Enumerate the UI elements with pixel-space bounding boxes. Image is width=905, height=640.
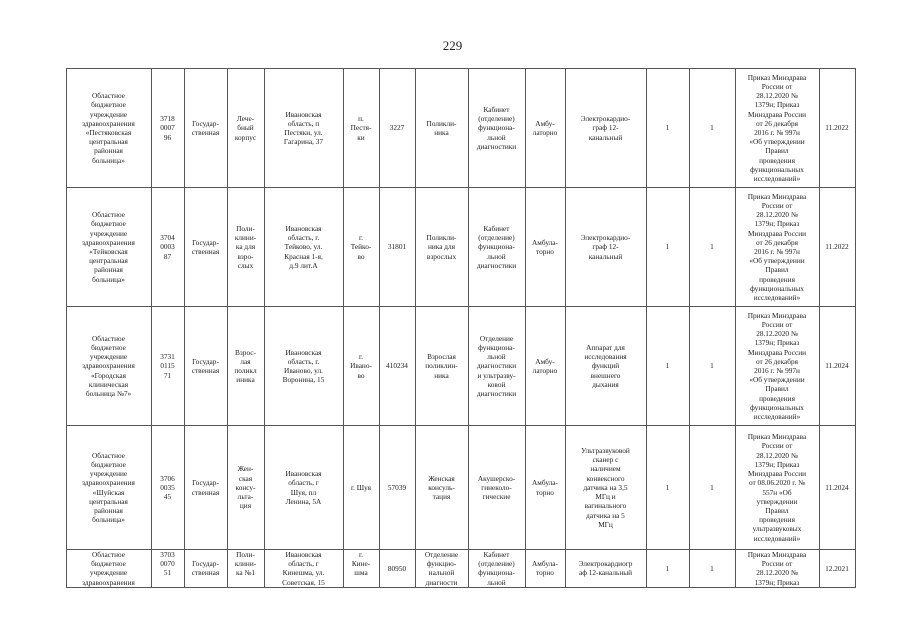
building-cell: Лече- бный корпус	[227, 69, 264, 188]
table-row	[66, 307, 855, 426]
table-row	[66, 69, 855, 188]
address-cell: Ивановская область, п Пестяки, ул. Гагарина, 37	[264, 69, 343, 188]
quantity-cell: 1	[646, 69, 689, 188]
post-cell: 410234	[379, 307, 415, 426]
ownership-cell: Государ- ственная	[184, 550, 227, 588]
code-cell: 3703 0070 51	[151, 550, 184, 588]
table-row	[66, 550, 855, 588]
basis-cell: Приказ Минздрава России от 28.12.2020 № 1379н; Приказ Минздрава России от 26 декабря 2016 г. № 997н «Об утверждении Правил проведения функциональных исследований»	[735, 69, 819, 188]
table-row	[66, 426, 855, 550]
organization-cell: Областное бюджетное учреждение здравоохранения	[66, 550, 151, 588]
quantity-cell: 1	[689, 550, 735, 588]
division-cell: Поликли- ника для взрослых	[415, 188, 468, 307]
document-table	[66, 68, 856, 588]
basis-cell: Приказ Минздрава России от 28.12.2020 № 1379н; Приказ Минздрава России от 26 декабря 2016 г. № 997н «Об утверждении Правил проведения функциональных исследований»	[735, 307, 819, 426]
post-cell: 80950	[379, 550, 415, 588]
quantity-cell: 1	[689, 307, 735, 426]
basis-cell: Приказ Минздрава России от 28.12.2020 № 1379н; Приказ Минздрава России от 26 декабря 2016 г. № 997н «Об утверждении Правил проведения функциональных исследований»	[735, 188, 819, 307]
quantity-cell: 1	[646, 550, 689, 588]
post-cell: 3227	[379, 69, 415, 188]
quantity-cell: 1	[646, 188, 689, 307]
locality-cell: г. Ивано- во	[343, 307, 379, 426]
date-cell: 11.2022	[819, 188, 855, 307]
quantity-cell: 1	[689, 69, 735, 188]
organization-cell: Областное бюджетное учреждение здравоохранения «Тейковская центральная районная больница»	[66, 188, 151, 307]
unit-cell: Кабинет (отделение) функциона- льной диагностики	[468, 188, 525, 307]
quantity-cell: 1	[646, 426, 689, 550]
code-cell: 3731 0115 71	[151, 307, 184, 426]
page-number: 229	[442, 38, 463, 53]
locality-cell: г. Кине- шма	[343, 550, 379, 588]
quantity-cell: 1	[689, 426, 735, 550]
code-cell: 3704 0003 87	[151, 188, 184, 307]
equipment-cell: Электрокардиогр аф 12-канальный	[565, 550, 646, 588]
building-cell: Взрос- лая поликл иника	[227, 307, 264, 426]
ownership-cell: Государ- ственная	[184, 69, 227, 188]
care-type-cell: Амбула- торно	[525, 426, 565, 550]
division-cell: Женская консуль- тация	[415, 426, 468, 550]
quantity-cell: 1	[689, 188, 735, 307]
ownership-cell: Государ- ственная	[184, 307, 227, 426]
post-cell: 31801	[379, 188, 415, 307]
care-type-cell: Амбула- торно	[525, 188, 565, 307]
building-cell: Поли- клини- ка для взро- слых	[227, 188, 264, 307]
organization-cell: Областное бюджетное учреждение здравоохранения «Городская клиническая больница №7»	[66, 307, 151, 426]
date-cell: 11.2022	[819, 69, 855, 188]
address-cell: Ивановская область, г. Иваново, ул. Воронина, 15	[264, 307, 343, 426]
care-type-cell: Амбу- латорно	[525, 307, 565, 426]
quantity-cell: 1	[646, 307, 689, 426]
locality-cell: п. Пестя- ки	[343, 69, 379, 188]
ownership-cell: Государ- ственная	[184, 188, 227, 307]
unit-cell: Кабинет (отделение) функциона- льной диагностики	[468, 69, 525, 188]
unit-cell: Кабинет (отделение) функциона- льной	[468, 550, 525, 588]
basis-cell: Приказ Минздрава России от 28.12.2020 № 1379н; Приказ	[735, 550, 819, 588]
equipment-cell: Ультразвуковой сканер с наличием конвексного датчика на 3,5 МГц и вагинального датчика на 5 МГц	[565, 426, 646, 550]
locality-cell: г. Тейко- во	[343, 188, 379, 307]
division-cell: Взрослая поликлин- ника	[415, 307, 468, 426]
building-cell: Поли- клини- ка №1	[227, 550, 264, 588]
ownership-cell: Государ- ственная	[184, 426, 227, 550]
care-type-cell: Амбула- торно	[525, 550, 565, 588]
equipment-cell: Аппарат для исследования функций внешнего дыхания	[565, 307, 646, 426]
unit-cell: Отделение функциона- льной диагностики и ультразву- ковой диагностики	[468, 307, 525, 426]
division-cell: Поликли- ника	[415, 69, 468, 188]
basis-cell: Приказ Минздрава России от 28.12.2020 № 1379н; Приказ Минздрава России от 08.06.2020 г. № 557н «Об утверждении Правил проведения ультразвуковых исследований»	[735, 426, 819, 550]
code-cell: 3706 0035 45	[151, 426, 184, 550]
care-type-cell: Амбу- латорно	[525, 69, 565, 188]
address-cell: Ивановская область, г Шуя, пл Ленина, 5А	[264, 426, 343, 550]
date-cell: 11.2024	[819, 307, 855, 426]
organization-cell: Областное бюджетное учреждение здравоохранения «Шуйская центральная районная больница»	[66, 426, 151, 550]
division-cell: Отделение функцио- нальной диагности	[415, 550, 468, 588]
post-cell: 57039	[379, 426, 415, 550]
unit-cell: Акушерско- гинеколо- гические	[468, 426, 525, 550]
equipment-cell: Электрокардио- граф 12- канальный	[565, 69, 646, 188]
date-cell: 12.2021	[819, 550, 855, 588]
table-row	[66, 188, 855, 307]
address-cell: Ивановская область, г. Тейково, ул. Красная 1-я, д.9 лит.А	[264, 188, 343, 307]
code-cell: 3718 0007 96	[151, 69, 184, 188]
organization-cell: Областное бюджетное учреждение здравоохранения «Пестяковская центральная районная больница»	[66, 69, 151, 188]
equipment-cell: Электрокардио- граф 12- канальный	[565, 188, 646, 307]
date-cell: 11.2024	[819, 426, 855, 550]
address-cell: Ивановская область, г Кинешма, ул. Советская, 15	[264, 550, 343, 588]
building-cell: Жен- ская консу- льта- ция	[227, 426, 264, 550]
locality-cell: г. Шуя	[343, 426, 379, 550]
